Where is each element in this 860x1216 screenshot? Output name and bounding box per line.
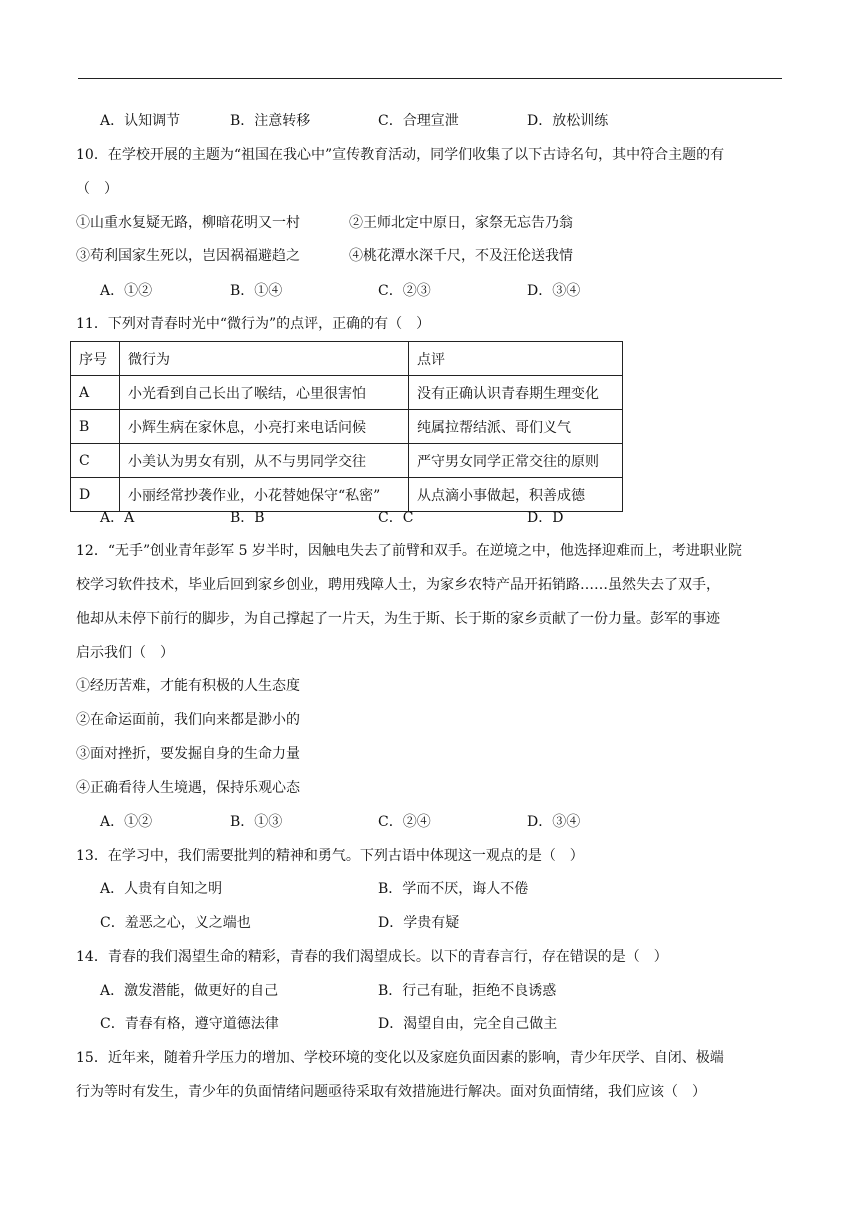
q11-option-d: D．D	[527, 510, 564, 526]
q13-option-d: D．学贵有疑	[378, 915, 460, 931]
q14-option-d: D．渴望自由，完全自己做主	[378, 1016, 558, 1032]
q10-item-4: ④桃花潭水深千尺，不及汪伦送我情	[349, 248, 573, 264]
table-cell: B	[71, 410, 120, 444]
q13-stem: 13．在学习中，我们需要批判的精神和勇气。下列古语中体现这一观点的是（ ）	[76, 848, 584, 864]
table-cell: 小丽经常抄袭作业，小花替她保守“私密”	[120, 478, 409, 512]
header-rule	[78, 78, 782, 79]
q13-option-a: A．人贵有自知之明	[100, 881, 223, 897]
q10-stem-line-2: （ ）	[76, 181, 118, 197]
q12-option-a: A．①②	[100, 814, 153, 830]
q12-option-d: D．③④	[527, 814, 581, 830]
q12-item-1: ①经历苦难，才能有积极的人生态度	[76, 678, 300, 694]
table-cell: A	[71, 376, 120, 410]
table-cell: 没有正确认识青春期生理变化	[409, 376, 623, 410]
q13-option-b: B．学而不厌，诲人不倦	[378, 881, 529, 897]
table-cell: D	[71, 478, 120, 512]
table-cell: 严守男女同学正常交往的原则	[409, 444, 623, 478]
q12-item-4: ④正确看待人生境遇，保持乐观心态	[76, 780, 300, 796]
q12-item-3: ③面对挫折，要发掘自身的生命力量	[76, 746, 300, 762]
table-cell: 小美认为男女有别，从不与男同学交往	[120, 444, 409, 478]
q14-option-b: B．行己有耻，拒绝不良诱惑	[378, 983, 557, 999]
table-cell: 小辉生病在家休息，小亮打来电话问候	[120, 410, 409, 444]
table-row	[71, 376, 623, 410]
q11-table	[70, 341, 623, 512]
q12-item-2: ②在命运面前，我们向来都是渺小的	[76, 712, 300, 728]
q11-option-b: B．B	[230, 510, 265, 526]
table-cell: 纯属拉帮结派、哥们义气	[409, 410, 623, 444]
q9-option-b: B．注意转移	[230, 113, 311, 129]
q14-option-a: A．激发潜能，做更好的自己	[100, 983, 279, 999]
table-header-cell: 点评	[409, 342, 623, 376]
q10-option-a: A．①②	[100, 283, 153, 299]
q15-stem-line-1: 15．近年来，随着升学压力的增加、学校环境的变化以及家庭负面因素的影响，青少年厌学、自闭、极端	[76, 1050, 724, 1066]
q10-option-c: C．②③	[378, 283, 431, 299]
q9-option-d: D．放松训练	[527, 113, 609, 129]
q10-option-b: B．①④	[230, 283, 283, 299]
q12-option-c: C．②④	[378, 814, 431, 830]
table-cell: C	[71, 444, 120, 478]
q12-stem-line-2: 校学习软件技术，毕业后回到家乡创业，聘用残障人士，为家乡农特产品开拓销路……虽然失去了双手，	[76, 577, 720, 593]
q12-stem-line-4: 启示我们（ ）	[76, 645, 174, 661]
q14-option-c: C．青春有格，遵守道德法律	[100, 1016, 279, 1032]
q9-option-c: C．合理宣泄	[378, 113, 459, 129]
q11-option-c: C．C	[378, 510, 414, 526]
table-row	[71, 444, 623, 478]
q9-option-a: A．认知调节	[100, 113, 181, 129]
q12-stem-line-3: 他却从未停下前行的脚步，为自己撑起了一片天，为生于斯、长于斯的家乡贡献了一份力量。彭军的事迹	[76, 611, 720, 627]
table-cell: 从点滴小事做起，积善成德	[409, 478, 623, 512]
q10-stem-line-1: 10．在学校开展的主题为“祖国在我心中”宣传教育活动，同学们收集了以下古诗名句，其中符合主题的有	[76, 147, 725, 163]
q15-stem-line-2: 行为等时有发生，青少年的负面情绪问题亟待采取有效措施进行解决。面对负面情绪，我们应该（ ）	[76, 1084, 706, 1100]
table-header-cell: 微行为	[120, 342, 409, 376]
table-header-row	[71, 342, 623, 376]
table-cell: 小光看到自己长出了喉结，心里很害怕	[120, 376, 409, 410]
table-row	[71, 478, 623, 512]
q11-stem: 11．下列对青春时光中“微行为”的点评，正确的有（ ）	[76, 316, 431, 332]
table-header-cell: 序号	[71, 342, 120, 376]
q12-option-b: B．①③	[230, 814, 283, 830]
q10-item-2: ②王师北定中原日，家祭无忘告乃翁	[349, 215, 573, 231]
q10-item-1: ①山重水复疑无路，柳暗花明又一村	[76, 215, 300, 231]
q11-option-a: A．A	[100, 510, 135, 526]
q10-item-3: ③苟利国家生死以，岂因祸福避趋之	[76, 248, 300, 264]
q14-stem: 14．青春的我们渴望生命的精彩，青春的我们渴望成长。以下的青春言行，存在错误的是（ ）	[76, 949, 668, 965]
q13-option-c: C．羞恶之心，义之端也	[100, 915, 251, 931]
q10-option-d: D．③④	[527, 283, 581, 299]
table-row	[71, 410, 623, 444]
q12-stem-line-1: 12．“无手”创业青年彭军 5 岁半时，因触电失去了前臂和双手。在逆境之中，他选择迎难而上，考进职业院	[76, 543, 742, 559]
